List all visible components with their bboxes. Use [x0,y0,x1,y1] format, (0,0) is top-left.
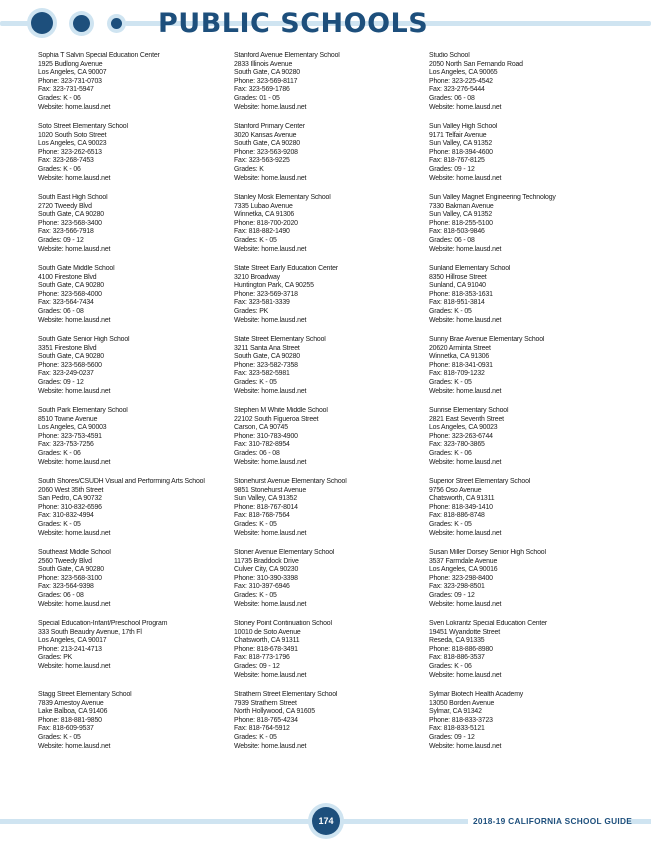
school-name: Stonehurst Avenue Elementary School [234,478,347,485]
school-grades: Grades: 06 - 08 [38,591,84,599]
school-phone: Phone: 323-582-7358 [234,361,298,369]
school-phone: Phone: 818-353-1631 [429,290,493,298]
school-grades: Grades: 09 - 12 [429,591,475,599]
school-name: South Shores/CSUDH Visual and Performing Arts School [38,478,205,485]
school-phone: Phone: 818-349-1410 [429,503,493,511]
school-name: South Gate Senior High School [38,336,130,343]
school-city: South Gate, CA 90280 [38,211,104,219]
school-grades: Grades: K - 05 [234,520,277,528]
header-rule-left [0,21,30,26]
school-entry [38,691,223,762]
school-website: Website: home.lausd.net [429,671,502,679]
school-name: Special Education-Infant/Preschool Program [38,620,168,627]
school-address: 9756 Oso Avenue [429,486,482,494]
school-name: Susan Miller Dorsey Senior High School [429,549,546,556]
school-address: 9171 Telfair Avenue [429,131,487,139]
school-grades: Grades: K - 06 [38,94,81,102]
school-fax: Fax: 323-566-7918 [38,228,94,236]
school-fax: Fax: 818-773-1796 [234,654,290,662]
school-website: Website: home.lausd.net [38,458,111,466]
school-fax: Fax: 818-833-5121 [429,725,485,733]
school-city: Chatsworth, CA 91311 [234,637,300,645]
school-fax: Fax: 818-764-5912 [234,725,290,733]
school-grades: Grades: K - 05 [38,520,81,528]
school-website: Website: home.lausd.net [429,174,502,182]
school-address: 7839 Amestoy Avenue [38,699,104,707]
school-address: 4100 Firestone Blvd [38,273,97,281]
school-fax: Fax: 323-569-1786 [234,86,290,94]
school-phone: Phone: 818-700-2020 [234,219,298,227]
footer-rule-left [0,819,311,824]
school-grades: Grades: K - 05 [234,591,277,599]
school-city: Los Angeles, CA 90023 [38,140,107,148]
school-website: Website: home.lausd.net [429,245,502,253]
school-fax: Fax: 323-563-9225 [234,157,290,165]
school-address: 2833 Illinois Avenue [234,60,293,68]
school-website: Website: home.lausd.net [38,387,111,395]
school-address: 11735 Braddock Drive [234,557,299,565]
school-address: 9851 Stonehurst Avenue [234,486,307,494]
header-dot-small [111,18,122,29]
school-phone: Phone: 818-767-8014 [234,503,298,511]
school-grades: Grades: K - 05 [234,378,277,386]
school-address: 3211 Santa Ana Street [234,344,300,352]
school-city: Carson, CA 90745 [234,424,288,432]
school-name: Stagg Street Elementary School [38,691,132,698]
school-fax: Fax: 323-268-7453 [38,157,94,165]
school-grades: Grades: K - 05 [429,520,472,528]
school-entry [429,478,614,549]
page-title: PUBLIC SCHOOLS [158,8,429,39]
school-website: Website: home.lausd.net [234,316,307,324]
school-name: Stanford Avenue Elementary School [234,52,340,59]
school-entry [38,620,223,691]
school-city: Sylmar, CA 91342 [429,708,482,716]
school-phone: Phone: 323-568-3400 [38,219,102,227]
school-grades: Grades: K - 05 [429,307,472,315]
school-fax: Fax: 323-753-7256 [38,441,94,449]
school-grades: Grades: 01 - 05 [234,94,280,102]
school-phone: Phone: 323-225-4542 [429,77,493,85]
school-phone: Phone: 323-563-9208 [234,148,298,156]
school-city: South Gate, CA 90280 [38,566,104,574]
school-city: Los Angeles, CA 90003 [38,424,107,432]
school-entry [234,407,419,478]
school-website: Website: home.lausd.net [429,529,502,537]
school-website: Website: home.lausd.net [234,742,307,750]
school-entry [38,478,223,549]
school-name: Superior Street Elementary School [429,478,531,485]
school-address: 2060 West 35th Street [38,486,104,494]
school-address: 8350 Hillrose Street [429,273,487,281]
school-address: 2821 East Seventh Street [429,415,504,423]
school-website: Website: home.lausd.net [429,458,502,466]
school-website: Website: home.lausd.net [234,458,307,466]
school-address: 7330 Bakman Avenue [429,202,494,210]
school-fax: Fax: 323-780-3865 [429,441,485,449]
school-entry [38,265,223,336]
school-name: Studio School [429,52,470,59]
school-entry [234,52,419,123]
school-phone: Phone: 323-298-8400 [429,574,493,582]
school-website: Website: home.lausd.net [38,316,111,324]
school-entry [234,194,419,265]
school-phone: Phone: 818-886-8980 [429,645,493,653]
school-fax: Fax: 818-951-3814 [429,299,485,307]
school-website: Website: home.lausd.net [38,742,111,750]
school-address: 2720 Tweedy Blvd [38,202,92,210]
school-grades: Grades: K - 06 [429,662,472,670]
school-address: 333 South Beaudry Avenue, 17th Fl [38,628,142,636]
school-fax: Fax: 323-582-5981 [234,370,290,378]
school-phone: Phone: 323-569-8117 [234,77,298,85]
school-address: 3020 Kansas Avenue [234,131,297,139]
school-address: 8510 Towne Avenue [38,415,98,423]
school-grades: Grades: 06 - 08 [234,449,280,457]
header-dot-large [31,12,53,34]
school-phone: Phone: 323-262-6513 [38,148,102,156]
school-website: Website: home.lausd.net [429,387,502,395]
school-address: 10010 de Soto Avenue [234,628,301,636]
school-website: Website: home.lausd.net [38,600,111,608]
school-phone: Phone: 323-569-3718 [234,290,298,298]
school-phone: Phone: 310-832-6596 [38,503,102,511]
school-entry [234,691,419,762]
school-grades: Grades: K - 06 [38,449,81,457]
school-entry [429,194,614,265]
school-city: South Gate, CA 90280 [234,69,300,77]
school-name: Stanley Mosk Elementary School [234,194,331,201]
school-address: 3210 Broadway [234,273,280,281]
school-name: Sylmar Biotech Health Academy [429,691,524,698]
school-address: 7335 Lubao Avenue [234,202,293,210]
school-entry [429,52,614,123]
school-fax: Fax: 323-731-5947 [38,86,94,94]
school-city: Winnetka, CA 91306 [234,211,295,219]
school-grades: Grades: PK [38,654,73,662]
school-entry [429,549,614,620]
school-entry [38,194,223,265]
school-phone: Phone: 818-833-3723 [429,716,493,724]
school-grades: Grades: K [234,165,264,173]
school-phone: Phone: 323-568-4000 [38,290,102,298]
school-name: Sunland Elementary School [429,265,511,272]
school-website: Website: home.lausd.net [234,103,307,111]
school-website: Website: home.lausd.net [38,529,111,537]
school-city: Reseda, CA 91335 [429,637,485,645]
school-grades: Grades: K - 05 [38,733,81,741]
school-fax: Fax: 818-768-7564 [234,512,290,520]
school-fax: Fax: 310-397-6946 [234,583,290,591]
school-entry [38,52,223,123]
school-name: Southeast Middle School [38,549,111,556]
directory-column-3 [429,52,614,762]
school-website: Website: home.lausd.net [38,245,111,253]
school-entry [429,123,614,194]
school-entry [429,265,614,336]
school-city: South Gate, CA 90280 [234,140,300,148]
school-grades: Grades: 06 - 08 [429,94,475,102]
school-phone: Phone: 310-390-3398 [234,574,298,582]
school-fax: Fax: 310-782-8954 [234,441,290,449]
school-city: Sun Valley, CA 91352 [429,140,493,148]
school-name: Sunrise Elementary School [429,407,509,414]
school-name: Sophia T Salvin Special Education Center [38,52,160,59]
school-name: Strathern Street Elementary School [234,691,338,698]
guide-title: 2018-19 CALIFORNIA SCHOOL GUIDE [473,816,633,826]
school-name: State Street Elementary School [234,336,326,343]
school-grades: Grades: 09 - 12 [38,378,84,386]
school-address: 7939 Strathern Street [234,699,297,707]
header-dot-medium [73,15,90,32]
school-website: Website: home.lausd.net [234,671,307,679]
school-phone: Phone: 818-394-4600 [429,148,493,156]
school-entry [38,336,223,407]
school-grades: Grades: K - 05 [234,236,277,244]
school-name: Stoner Avenue Elementary School [234,549,335,556]
school-city: North Hollywood, CA 91605 [234,708,315,716]
school-fax: Fax: 323-564-9398 [38,583,94,591]
school-entry [38,407,223,478]
school-city: Culver City, CA 90230 [234,566,299,574]
school-city: South Gate, CA 90280 [38,353,104,361]
school-city: Sun Valley, CA 91352 [234,495,298,503]
school-website: Website: home.lausd.net [38,662,111,670]
school-entry [429,407,614,478]
school-name: Stanford Primary Center [234,123,305,130]
school-fax: Fax: 818-886-3537 [429,654,485,662]
page-number: 174 [312,807,340,835]
school-name: South Gate Middle School [38,265,115,272]
school-phone: Phone: 323-568-3100 [38,574,102,582]
school-address: 3351 Firestone Blvd [38,344,97,352]
school-city: Huntington Park, CA 90255 [234,282,314,290]
school-phone: Phone: 818-881-9850 [38,716,102,724]
school-fax: Fax: 818-886-8748 [429,512,485,520]
school-address: 1925 Budlong Avenue [38,60,103,68]
school-phone: Phone: 310-783-4900 [234,432,298,440]
school-fax: Fax: 323-276-5444 [429,86,485,94]
school-city: Lake Balboa, CA 91406 [38,708,108,716]
school-address: 20620 Arminta Street [429,344,491,352]
school-city: Sunland, CA 91040 [429,282,486,290]
school-fax: Fax: 818-609-9537 [38,725,94,733]
school-website: Website: home.lausd.net [38,103,111,111]
school-entry [429,620,614,691]
school-city: Sun Valley, CA 91352 [429,211,493,219]
school-website: Website: home.lausd.net [234,245,307,253]
school-phone: Phone: 323-731-0703 [38,77,102,85]
school-grades: Grades: K - 05 [234,733,277,741]
school-grades: Grades: K - 06 [429,449,472,457]
school-name: Soto Street Elementary School [38,123,128,130]
school-website: Website: home.lausd.net [234,529,307,537]
school-entry [234,549,419,620]
school-name: South Park Elementary School [38,407,128,414]
footer-rule-right [341,819,468,824]
school-grades: Grades: 06 - 08 [38,307,84,315]
directory-column-1 [38,52,223,762]
school-grades: Grades: K - 05 [429,378,472,386]
school-address: 22102 South Figueroa Street [234,415,319,423]
school-name: Sun Valley High School [429,123,498,130]
school-city: Los Angeles, CA 90065 [429,69,498,77]
school-phone: Phone: 323-568-5600 [38,361,102,369]
school-entry [429,336,614,407]
school-website: Website: home.lausd.net [429,103,502,111]
school-website: Website: home.lausd.net [234,387,307,395]
school-name: Sun Valley Magnet Engineering Technology [429,194,556,201]
school-website: Website: home.lausd.net [234,174,307,182]
school-phone: Phone: 323-753-4591 [38,432,102,440]
school-name: Stoney Point Continuation School [234,620,332,627]
school-fax: Fax: 323-581-3339 [234,299,290,307]
school-website: Website: home.lausd.net [234,600,307,608]
school-grades: Grades: 06 - 08 [429,236,475,244]
school-city: Los Angeles, CA 90016 [429,566,498,574]
school-city: Winnetka, CA 91306 [429,353,490,361]
school-fax: Fax: 818-503-9846 [429,228,485,236]
school-phone: Phone: 818-255-5100 [429,219,493,227]
school-address: 3537 Farmdale Avenue [429,557,498,565]
school-city: Los Angeles, CA 90023 [429,424,498,432]
school-address: 13050 Borden Avenue [429,699,495,707]
school-phone: Phone: 818-341-0931 [429,361,493,369]
school-phone: Phone: 818-765-4234 [234,716,298,724]
school-grades: Grades: PK [234,307,269,315]
school-phone: Phone: 213-241-4713 [38,645,102,653]
school-city: Los Angeles, CA 90017 [38,637,107,645]
school-grades: Grades: 09 - 12 [429,165,475,173]
school-name: State Street Early Education Center [234,265,338,272]
school-website: Website: home.lausd.net [429,742,502,750]
school-address: 19451 Wyandotte Street [429,628,500,636]
school-fax: Fax: 323-249-0237 [38,370,94,378]
school-city: San Pedro, CA 90732 [38,495,102,503]
school-grades: Grades: 09 - 12 [38,236,84,244]
school-name: Sven Lokrantz Special Education Center [429,620,548,627]
school-city: South Gate, CA 90280 [234,353,300,361]
school-address: 2560 Tweedy Blvd [38,557,92,565]
school-name: Sunny Brae Avenue Elementary School [429,336,545,343]
school-city: Los Angeles, CA 90007 [38,69,107,77]
school-entry [38,123,223,194]
school-entry [234,620,419,691]
school-entry [234,265,419,336]
school-address: 2050 North San Fernando Road [429,60,523,68]
school-address: 1020 South Soto Street [38,131,107,139]
school-city: South Gate, CA 90280 [38,282,104,290]
school-name: South East High School [38,194,108,201]
school-website: Website: home.lausd.net [429,600,502,608]
school-fax: Fax: 310-832-4994 [38,512,94,520]
school-fax: Fax: 323-298-8501 [429,583,485,591]
school-entry [429,691,614,762]
school-phone: Phone: 818-678-3491 [234,645,298,653]
school-phone: Phone: 323-263-6744 [429,432,493,440]
school-entry [234,336,419,407]
school-name: Stephen M White Middle School [234,407,328,414]
school-fax: Fax: 818-882-1490 [234,228,290,236]
school-entry [234,123,419,194]
school-fax: Fax: 818-709-1232 [429,370,485,378]
school-website: Website: home.lausd.net [38,174,111,182]
school-fax: Fax: 323-564-7434 [38,299,94,307]
directory-column-2 [234,52,419,762]
school-grades: Grades: 09 - 12 [429,733,475,741]
school-fax: Fax: 818-767-8125 [429,157,485,165]
school-entry [234,478,419,549]
school-entry [38,549,223,620]
school-city: Chatsworth, CA 91311 [429,495,495,503]
school-grades: Grades: K - 06 [38,165,81,173]
school-website: Website: home.lausd.net [429,316,502,324]
school-grades: Grades: 09 - 12 [234,662,280,670]
